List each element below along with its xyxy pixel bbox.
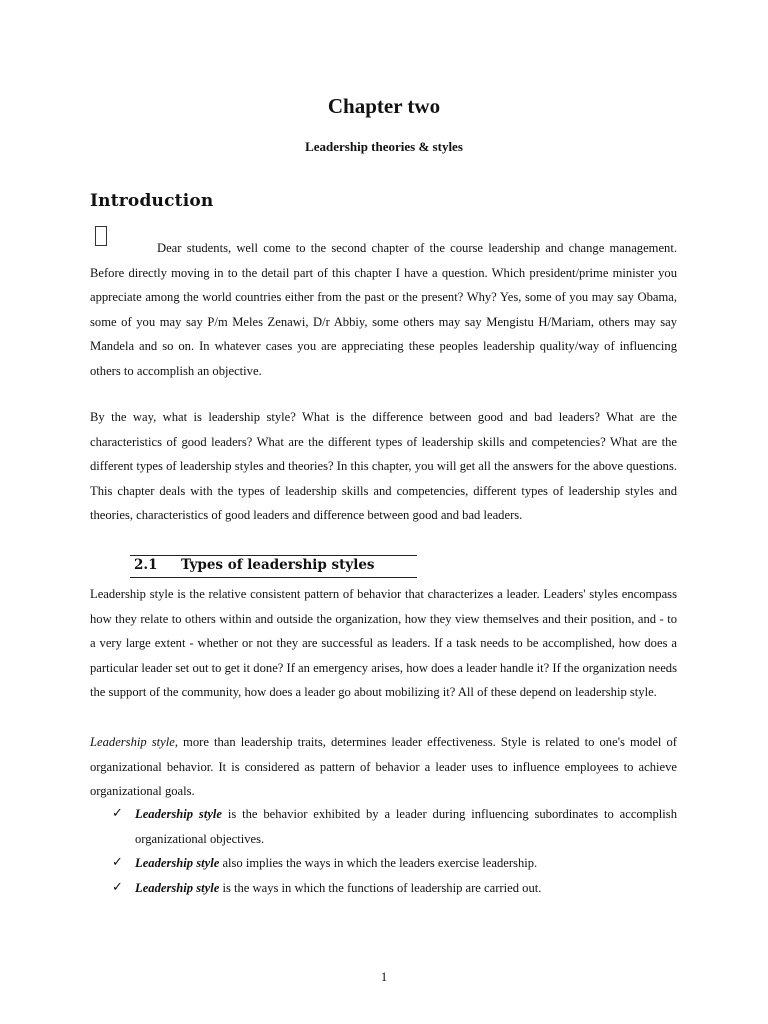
- section-rule-bottom: [130, 577, 417, 578]
- section-rule-top: [130, 555, 417, 556]
- list-item: [112, 876, 677, 901]
- list-item-term: Leadership style: [135, 880, 220, 895]
- introduction-heading: Introduction: [90, 191, 214, 211]
- list-item-text: is the behavior exhibited by a leader during influencing subordinates to accomplish organizational objectives.: [135, 807, 678, 846]
- intro-paragraph-2: By the way, what is leadership style? What is the difference between good and bad leaders? What are the characteristics of good leaders? What are the different types of leadership skills and competencies? What are the different types of leadership styles and theories? In this chapter, you will get all the answers for the above questions. This chapter deals with the types of leadership skills and competencies, different types of leadership styles and theories, characteristics of good leaders and difference between good and bad leaders.: [90, 410, 677, 522]
- list-item-term: Leadership style: [135, 807, 223, 821]
- section-number: 2.1: [134, 557, 158, 573]
- section-paragraph-2-text: , more than leadership traits, determines leader effectiveness. Style is related to one's model of organizational behavior. It is considered as pattern of behavior a leader uses to influence employees to achieve organizational goals.: [90, 735, 677, 798]
- section-paragraph-1: Leadership style is the relative consistent pattern of behavior that characterizes a leader. Leaders' styles encompass how they relate to others within and outside the organization, how they view themselves and their position, and - to a very large extent - whether or not they are successful as leaders. If a task needs to be accomplished, how does a particular leader set out to get it done? If an emergency arises, how does a leader handle it? If the organization needs the support of the community, how does a leader go about mobilizing it? All of these depend on leadership style.: [90, 587, 678, 699]
- intro-paragraph-1: Dear students, well come to the second chapter of the course leadership and change management. Before directly moving in to the detail part of this chapter I have a question. Which president/prime minister you appreciate among the world countries either from the past or the present? Why? Yes, some of you may say Obama, some of you may say P/m Meles Zenawi, D/r Abbiy, some others may say Mengistu H/Mariam, others may say Mandela and so on. In whatever cases you are appreciating these peoples leadership quality/way of influencing others to accomplish an objective.: [90, 241, 677, 378]
- leadership-style-list: [112, 802, 677, 900]
- checkmark-icon: ✓: [112, 855, 123, 870]
- page-number: 1: [380, 970, 388, 984]
- checkmark-icon: ✓: [112, 879, 123, 895]
- list-item-term: Leadership style: [135, 856, 220, 870]
- chapter-subtitle: Leadership theories & styles: [305, 139, 463, 154]
- list-item: [112, 802, 677, 851]
- list-item: [112, 851, 677, 876]
- list-item-text: is the ways in which the functions of leadership are carried out.: [219, 880, 542, 895]
- list-item-text: also implies the ways in which the leaders exercise leadership.: [219, 856, 538, 870]
- chapter-title: Chapter two: [327, 94, 441, 118]
- leadership-style-term: Leadership style: [90, 735, 175, 749]
- section-title: Types of leadership styles: [181, 557, 375, 573]
- section-paragraph-2: [90, 730, 677, 804]
- section-heading: [134, 557, 375, 573]
- checkmark-icon: ✓: [112, 806, 123, 821]
